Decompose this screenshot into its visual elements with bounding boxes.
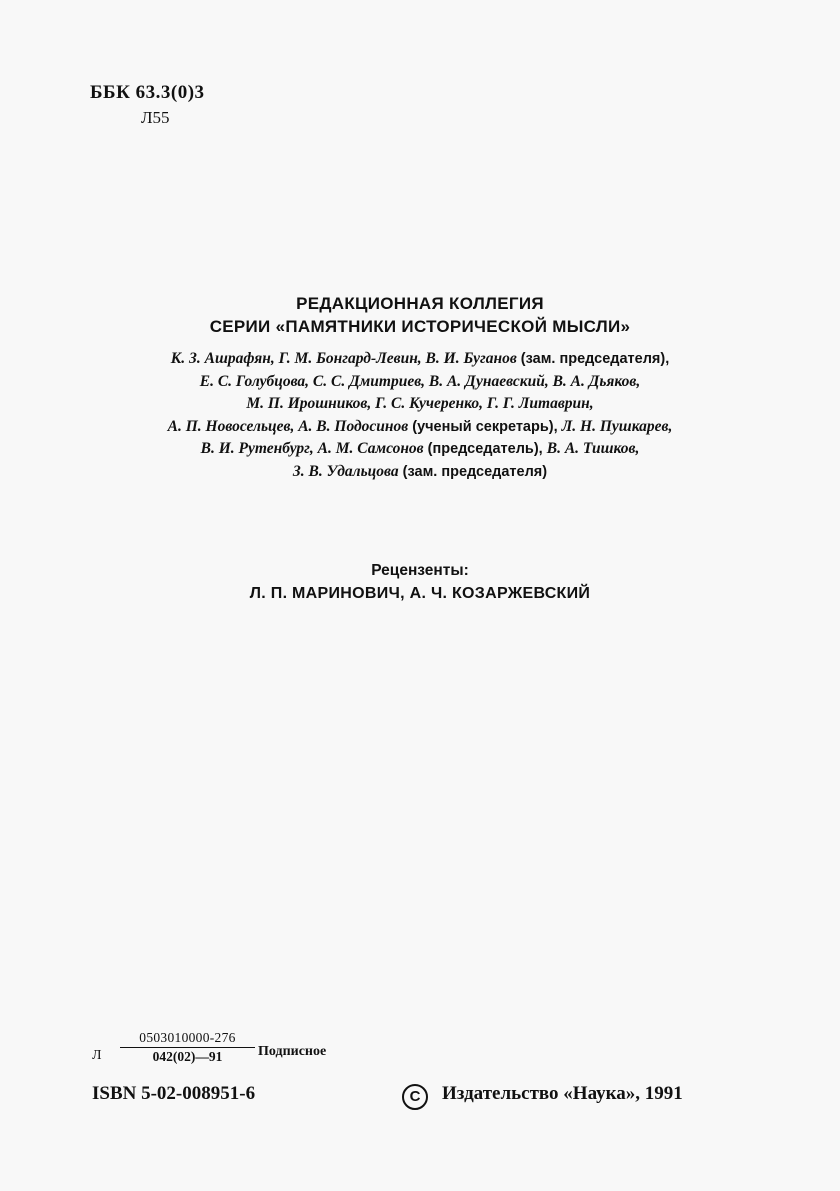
- member-names: М. П. Ирошников, Г. С. Кучеренко, Г. Г. Литаврин,: [246, 395, 594, 412]
- copyright-icon: C: [402, 1084, 428, 1110]
- member-line: [0, 461, 840, 484]
- member-line: [0, 438, 840, 461]
- member-names: З. В. Удальцова: [292, 462, 399, 480]
- member-line: [0, 371, 840, 394]
- member-role: (зам. председателя),: [516, 351, 670, 367]
- member-names: В. И. Рутенбург, А. М. Самсонов: [200, 440, 424, 457]
- subscription-letter: Л: [92, 1048, 102, 1063]
- member-role: (председатель),: [423, 441, 547, 457]
- editorial-board-members: [0, 348, 840, 483]
- member-names: Л. Н. Пушкарев,: [561, 417, 673, 435]
- member-line: [0, 348, 840, 371]
- member-names: В. А. Тишков,: [546, 440, 640, 457]
- member-line: [0, 416, 840, 439]
- member-line: [0, 393, 840, 416]
- isbn: ISBN 5-02-008951-6: [92, 1083, 256, 1104]
- member-names: А. П. Новосельцев, А. В. Подосинов: [167, 417, 409, 435]
- subscription-note: Подписное: [258, 1044, 327, 1059]
- series-title: СЕРИИ «ПАМЯТНИКИ ИСТОРИЧЕСКОЙ МЫСЛИ»: [209, 317, 631, 336]
- member-names: Е. С. Голубцова, С. С. Дмитриев, В. А. Дунаевский, В. А. Дьяков,: [199, 372, 641, 390]
- subscription-numerator: 0503010000-276: [120, 1030, 255, 1048]
- publisher-line: [402, 1083, 683, 1110]
- editorial-board-title: РЕДАКЦИОННАЯ КОЛЛЕГИЯ: [296, 294, 544, 313]
- member-names: К. З. Ашрафян, Г. М. Бонгард-Левин, В. И. Буганов: [170, 350, 517, 367]
- member-role: (зам. председателя): [398, 463, 548, 480]
- author-sign-code: Л55: [141, 108, 170, 127]
- subscription-fraction: [120, 1030, 255, 1065]
- publisher-text: Издательство «Наука», 1991: [442, 1083, 683, 1104]
- member-role: (ученый секретарь),: [408, 418, 562, 435]
- bbk-classification: ББК 63.3(0)3: [90, 82, 205, 103]
- reviewers-names: Л. П. МАРИНОВИЧ, А. Ч. КОЗАРЖЕВСКИЙ: [249, 585, 591, 602]
- subscription-denominator: 042(02)—91: [152, 1049, 223, 1064]
- reviewers-label: Рецензенты:: [371, 562, 469, 579]
